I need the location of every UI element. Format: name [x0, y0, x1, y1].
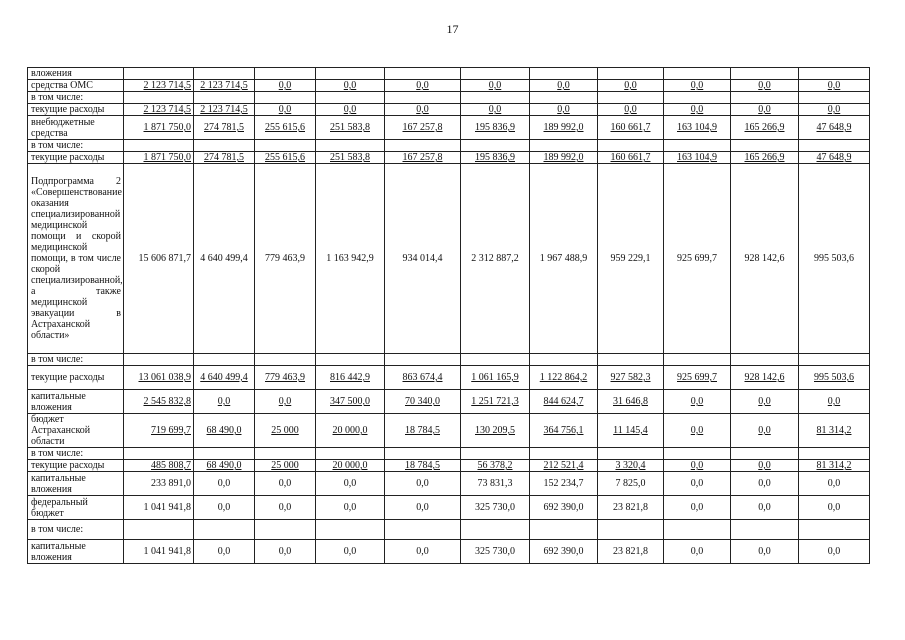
value-cell: 0,0: [255, 540, 316, 564]
value-cell: 0,0: [385, 540, 461, 564]
value-cell: 0,0: [255, 472, 316, 496]
value-cell: 255 615,6: [255, 116, 316, 140]
table-row: [28, 472, 870, 496]
value-cell: 1 041 941,8: [124, 540, 194, 564]
table-row: [28, 520, 870, 540]
value-cell: 934 014,4: [385, 164, 461, 354]
value-cell: 0,0: [799, 80, 870, 92]
value-cell: 863 674,4: [385, 366, 461, 390]
value-cell: 47 648,9: [799, 152, 870, 164]
value-cell: 2 123 714,5: [124, 104, 194, 116]
value-cell: [530, 520, 598, 540]
value-cell: 167 257,8: [385, 152, 461, 164]
value-cell: 47 648,9: [799, 116, 870, 140]
value-cell: 0,0: [385, 496, 461, 520]
value-cell: 81 314,2: [799, 414, 870, 448]
value-cell: [194, 92, 255, 104]
table-row: [28, 164, 870, 354]
value-cell: [530, 448, 598, 460]
value-cell: 15 606 871,7: [124, 164, 194, 354]
value-cell: 1 061 165,9: [461, 366, 530, 390]
row-label: внебюджетные средства: [28, 116, 124, 140]
value-cell: [461, 92, 530, 104]
value-cell: [731, 140, 799, 152]
value-cell: 0,0: [194, 540, 255, 564]
value-cell: [316, 68, 385, 80]
table-row: [28, 460, 870, 472]
value-cell: [664, 140, 731, 152]
value-cell: 0,0: [255, 104, 316, 116]
value-cell: 0,0: [799, 472, 870, 496]
row-label: текущие расходы: [28, 104, 124, 116]
value-cell: [731, 448, 799, 460]
value-cell: 0,0: [598, 80, 664, 92]
value-cell: [124, 448, 194, 460]
value-cell: 233 891,0: [124, 472, 194, 496]
value-cell: 0,0: [799, 390, 870, 414]
value-cell: [731, 92, 799, 104]
value-cell: 23 821,8: [598, 540, 664, 564]
value-cell: 1 251 721,3: [461, 390, 530, 414]
value-cell: [385, 92, 461, 104]
value-cell: [316, 354, 385, 366]
value-cell: 0,0: [731, 496, 799, 520]
row-label: вложения: [28, 68, 124, 80]
value-cell: 18 784,5: [385, 414, 461, 448]
value-cell: 0,0: [731, 540, 799, 564]
value-cell: 56 378,2: [461, 460, 530, 472]
value-cell: [316, 92, 385, 104]
value-cell: 995 503,6: [799, 366, 870, 390]
value-cell: [194, 448, 255, 460]
value-cell: 0,0: [194, 390, 255, 414]
value-cell: [124, 92, 194, 104]
row-label: в том числе:: [28, 354, 124, 366]
value-cell: [598, 520, 664, 540]
value-cell: [316, 448, 385, 460]
value-cell: 844 624,7: [530, 390, 598, 414]
value-cell: [385, 68, 461, 80]
value-cell: 81 314,2: [799, 460, 870, 472]
value-cell: 0,0: [731, 80, 799, 92]
value-cell: 13 061 038,9: [124, 366, 194, 390]
row-label: текущие расходы: [28, 460, 124, 472]
value-cell: [731, 68, 799, 80]
value-cell: [194, 68, 255, 80]
value-cell: 68 490,0: [194, 460, 255, 472]
value-cell: 195 836,9: [461, 152, 530, 164]
value-cell: [664, 448, 731, 460]
row-label: в том числе:: [28, 140, 124, 152]
value-cell: 25 000: [255, 414, 316, 448]
value-cell: [799, 68, 870, 80]
table-row: [28, 80, 870, 92]
value-cell: 0,0: [385, 80, 461, 92]
value-cell: 1 122 864,2: [530, 366, 598, 390]
value-cell: 0,0: [316, 540, 385, 564]
value-cell: 165 266,9: [731, 152, 799, 164]
value-cell: 20 000,0: [316, 414, 385, 448]
value-cell: 2 312 887,2: [461, 164, 530, 354]
value-cell: 251 583,8: [316, 116, 385, 140]
value-cell: [194, 140, 255, 152]
value-cell: 160 661,7: [598, 152, 664, 164]
value-cell: 325 730,0: [461, 540, 530, 564]
value-cell: [731, 520, 799, 540]
value-cell: 347 500,0: [316, 390, 385, 414]
value-cell: 0,0: [731, 472, 799, 496]
value-cell: 0,0: [664, 460, 731, 472]
value-cell: 2 123 714,5: [124, 80, 194, 92]
row-label: текущие расходы: [28, 152, 124, 164]
value-cell: [385, 140, 461, 152]
value-cell: [255, 140, 316, 152]
value-cell: 1 871 750,0: [124, 152, 194, 164]
value-cell: 11 145,4: [598, 414, 664, 448]
value-cell: 0,0: [598, 104, 664, 116]
value-cell: 165 266,9: [731, 116, 799, 140]
value-cell: [799, 354, 870, 366]
value-cell: 995 503,6: [799, 164, 870, 354]
table-row: [28, 68, 870, 80]
value-cell: [598, 92, 664, 104]
value-cell: 0,0: [664, 80, 731, 92]
value-cell: 152 234,7: [530, 472, 598, 496]
value-cell: [461, 354, 530, 366]
table-row: [28, 496, 870, 520]
value-cell: 0,0: [530, 104, 598, 116]
value-cell: [461, 140, 530, 152]
value-cell: 0,0: [255, 390, 316, 414]
value-cell: [664, 520, 731, 540]
value-cell: 4 640 499,4: [194, 366, 255, 390]
value-cell: 0,0: [731, 104, 799, 116]
value-cell: 1 041 941,8: [124, 496, 194, 520]
value-cell: 18 784,5: [385, 460, 461, 472]
value-cell: 195 836,9: [461, 116, 530, 140]
page-number: 17: [446, 22, 459, 36]
row-label: капитальные вложения: [28, 540, 124, 564]
row-label: бюджет Астраханской области: [28, 414, 124, 448]
value-cell: 70 340,0: [385, 390, 461, 414]
value-cell: 1 967 488,9: [530, 164, 598, 354]
value-cell: 0,0: [316, 104, 385, 116]
value-cell: 0,0: [255, 80, 316, 92]
value-cell: [799, 140, 870, 152]
row-label: Подпрограмма 2 «Совершенствование оказания специализированной медицинской помощи и скорой медицинской помощи, в том числе скорой специализированной, а также медицинской эвакуации в Астраханской области»: [28, 164, 124, 354]
value-cell: 163 104,9: [664, 116, 731, 140]
value-cell: 2 123 714,5: [194, 104, 255, 116]
value-cell: 692 390,0: [530, 540, 598, 564]
value-cell: 928 142,6: [731, 164, 799, 354]
value-cell: [385, 354, 461, 366]
value-cell: 485 808,7: [124, 460, 194, 472]
value-cell: 31 646,8: [598, 390, 664, 414]
value-cell: 189 992,0: [530, 152, 598, 164]
value-cell: 251 583,8: [316, 152, 385, 164]
value-cell: 0,0: [731, 390, 799, 414]
table-body: [28, 68, 870, 564]
budget-table: [27, 67, 870, 564]
value-cell: [664, 68, 731, 80]
value-cell: 0,0: [530, 80, 598, 92]
row-label: федеральный бюджет: [28, 496, 124, 520]
value-cell: [316, 520, 385, 540]
value-cell: 928 142,6: [731, 366, 799, 390]
value-cell: 325 730,0: [461, 496, 530, 520]
value-cell: 3 320,4: [598, 460, 664, 472]
table-row: [28, 354, 870, 366]
table-row: [28, 152, 870, 164]
value-cell: 23 821,8: [598, 496, 664, 520]
value-cell: [530, 354, 598, 366]
value-cell: 0,0: [255, 496, 316, 520]
value-cell: [598, 448, 664, 460]
value-cell: 719 699,7: [124, 414, 194, 448]
value-cell: 0,0: [194, 472, 255, 496]
row-label: в том числе:: [28, 92, 124, 104]
value-cell: 0,0: [664, 390, 731, 414]
value-cell: [731, 354, 799, 366]
value-cell: [124, 520, 194, 540]
table-row: [28, 448, 870, 460]
row-label: в том числе:: [28, 448, 124, 460]
value-cell: [194, 354, 255, 366]
table-row: [28, 140, 870, 152]
value-cell: 0,0: [664, 472, 731, 496]
value-cell: 925 699,7: [664, 164, 731, 354]
value-cell: 163 104,9: [664, 152, 731, 164]
value-cell: [664, 92, 731, 104]
value-cell: 925 699,7: [664, 366, 731, 390]
value-cell: 0,0: [731, 460, 799, 472]
value-cell: [255, 354, 316, 366]
value-cell: 779 463,9: [255, 164, 316, 354]
value-cell: 0,0: [731, 414, 799, 448]
value-cell: 25 000: [255, 460, 316, 472]
value-cell: [598, 354, 664, 366]
value-cell: 0,0: [316, 472, 385, 496]
value-cell: [124, 68, 194, 80]
value-cell: 0,0: [664, 540, 731, 564]
value-cell: [664, 354, 731, 366]
value-cell: 927 582,3: [598, 366, 664, 390]
value-cell: 0,0: [194, 496, 255, 520]
row-label: средства ОМС: [28, 80, 124, 92]
value-cell: [385, 448, 461, 460]
value-cell: 779 463,9: [255, 366, 316, 390]
table-row: [28, 390, 870, 414]
table-row: [28, 92, 870, 104]
row-label: капитальные вложения: [28, 390, 124, 414]
value-cell: 274 781,5: [194, 116, 255, 140]
value-cell: 20 000,0: [316, 460, 385, 472]
table-row: [28, 116, 870, 140]
value-cell: 160 661,7: [598, 116, 664, 140]
value-cell: 816 442,9: [316, 366, 385, 390]
value-cell: 130 209,5: [461, 414, 530, 448]
table-row: [28, 540, 870, 564]
value-cell: 7 825,0: [598, 472, 664, 496]
value-cell: [799, 92, 870, 104]
value-cell: 73 831,3: [461, 472, 530, 496]
value-cell: [598, 68, 664, 80]
value-cell: 0,0: [461, 80, 530, 92]
value-cell: 255 615,6: [255, 152, 316, 164]
value-cell: 1 871 750,0: [124, 116, 194, 140]
value-cell: 0,0: [461, 104, 530, 116]
value-cell: [530, 140, 598, 152]
row-label: капитальные вложения: [28, 472, 124, 496]
table-row: [28, 366, 870, 390]
value-cell: [461, 448, 530, 460]
value-cell: 0,0: [385, 104, 461, 116]
value-cell: 0,0: [385, 472, 461, 496]
value-cell: 0,0: [664, 414, 731, 448]
value-cell: [255, 448, 316, 460]
value-cell: [255, 92, 316, 104]
value-cell: [255, 68, 316, 80]
table-row: [28, 104, 870, 116]
value-cell: 2 545 832,8: [124, 390, 194, 414]
value-cell: 959 229,1: [598, 164, 664, 354]
value-cell: 1 163 942,9: [316, 164, 385, 354]
value-cell: [194, 520, 255, 540]
value-cell: [461, 520, 530, 540]
value-cell: 2 123 714,5: [194, 80, 255, 92]
value-cell: 0,0: [799, 104, 870, 116]
value-cell: 0,0: [664, 496, 731, 520]
value-cell: [799, 520, 870, 540]
value-cell: 0,0: [664, 104, 731, 116]
value-cell: [124, 354, 194, 366]
value-cell: [461, 68, 530, 80]
value-cell: 274 781,5: [194, 152, 255, 164]
value-cell: 189 992,0: [530, 116, 598, 140]
value-cell: [530, 92, 598, 104]
value-cell: 0,0: [316, 496, 385, 520]
value-cell: 212 521,4: [530, 460, 598, 472]
value-cell: 0,0: [316, 80, 385, 92]
value-cell: 0,0: [799, 496, 870, 520]
value-cell: [316, 140, 385, 152]
row-label: в том числе:: [28, 520, 124, 540]
value-cell: [530, 68, 598, 80]
value-cell: 4 640 499,4: [194, 164, 255, 354]
row-label: текущие расходы: [28, 366, 124, 390]
value-cell: 167 257,8: [385, 116, 461, 140]
table-row: [28, 414, 870, 448]
value-cell: [255, 520, 316, 540]
value-cell: 0,0: [799, 540, 870, 564]
value-cell: 364 756,1: [530, 414, 598, 448]
value-cell: [124, 140, 194, 152]
value-cell: [385, 520, 461, 540]
value-cell: 692 390,0: [530, 496, 598, 520]
value-cell: [598, 140, 664, 152]
value-cell: 68 490,0: [194, 414, 255, 448]
value-cell: [799, 448, 870, 460]
